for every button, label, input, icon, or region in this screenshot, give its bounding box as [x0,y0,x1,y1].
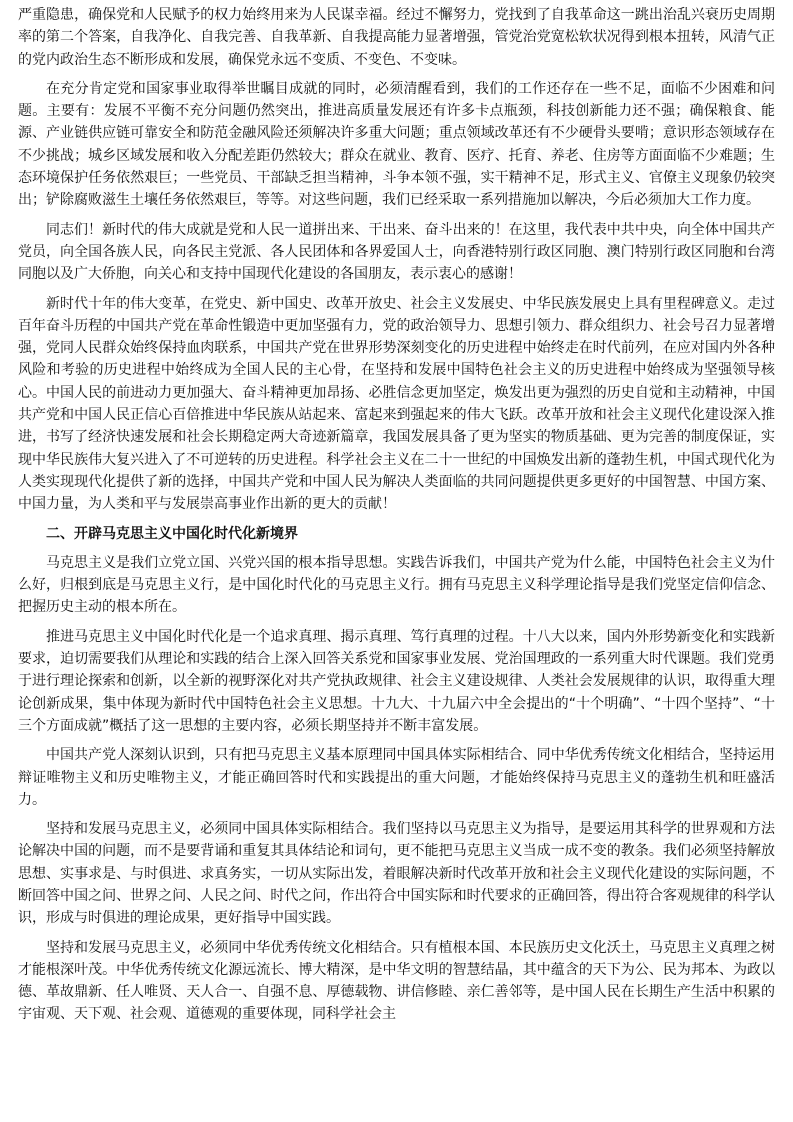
paragraph: 新时代十年的伟大变革，在党史、新中国史、改革开放史、社会主义发展史、中华民族发展史上具有里程碑意义。走过百年奋斗历程的中国共产党在革命性锻造中更加坚强有力，党的政治领导力、思想引领力、群众组织力、社会号召力显著增强，党同人民群众始终保持血肉联系，中国共产党在世界形势深刻变化的历史进程中始终走在时代前列，在应对国内外各种风险和考验的历史进程中始终成为全国人民的主心骨，在坚持和发展中国特色社会主义的历史进程中始终成为坚强领导核心。中国人民的前进动力更加强大、奋斗精神更加昂扬、必胜信念更加坚定，焕发出更为强烈的历史自觉和主动精神，中国共产党和中国人民正信心百倍推进中华民族从站起来、富起来到强起来的伟大飞跃。改革开放和社会主义现代化建设深入推进，书写了经济快速发展和社会长期稳定两大奇迹新篇章，我国发展具备了更为坚实的物质基础、更为完善的制度保证，实现中华民族伟大复兴进入了不可逆转的历史进程。科学社会主义在二十一世纪的中国焕发出新的蓬勃生机，中国式现代化为人类实现现代化提供了新的选择，中国共产党和中国人民为解决人类面临的共同问题提供更多更好的中国智慧、中国方案、中国力量，为人类和平与发展崇高事业作出新的更大的贡献！ [18,295,775,513]
paragraph-continuation: 严重隐患，确保党和人民赋予的权力始终用来为人民谋幸福。经过不懈努力，党找到了自我革命这一跳出治乱兴衰历史周期率的第二个答案，自我净化、自我完善、自我革新、自我提高能力显著增强，管党治党宽松软状况得到根本扭转，风清气正的党内政治生态不断形成和发展，确保党永远不变质、不变色、不变味。 [18,7,775,68]
paragraph: 在充分肯定党和国家事业取得举世瞩目成就的同时，必须清醒看到，我们的工作还存在一些不足，面临不少困难和问题。主要有：发展不平衡不充分问题仍然突出，推进高质量发展还有许多卡点瓶颈，科技创新能力还不强；确保粮食、能源、产业链供应链可靠安全和防范金融风险还须解决许多重大问题；重点领域改革还有不少硬骨头要啃；意识形态领域存在不少挑战；城乡区域发展和收入分配差距仍然较大；群众在就业、教育、医疗、托育、养老、住房等方面面临不少难题；生态环境保护任务依然艰巨；一些党员、干部缺乏担当精神，斗争本领不强，实干精神不足，形式主义、官僚主义现象仍较突出；铲除腐败滋生土壤任务依然艰巨，等等。对这些问题，我们已经采取一系列措施加以解决，今后必须加大工作力度。 [18,80,775,209]
paragraph: 同志们！新时代的伟大成就是党和人民一道拼出来、干出来、奋斗出来的！在这里，我代表中共中央，向全体中国共产党员，向全国各族人民，向各民主党派、各人民团体和各界爱国人士，向香港特别行政区同胞、澳门特别行政区同胞和台湾同胞以及广大侨胞，向关心和支持中国现代化建设的各国朋友，表示衷心的感谢！ [18,221,775,283]
paragraph: 坚持和发展马克思主义，必须同中国具体实际相结合。我们坚持以马克思主义为指导，是要运用其科学的世界观和方法论解决中国的问题，而不是要背诵和重复其具体结论和词句，更不能把马克思主义当成一成不变的教条。我们必须坚持解放思想、实事求是、与时俱进、求真务实，一切从实际出发，着眼解决新时代改革开放和社会主义现代化建设的实际问题，不断回答中国之问、世界之问、人民之问、时代之问，作出符合中国实际和时代要求的正确回答，得出符合客观规律的科学认识，形成与时俱进的理论成果，更好指导中国实践。 [18,821,775,927]
paragraph: 马克思主义是我们立党立国、兴党兴国的根本指导思想。实践告诉我们，中国共产党为什么能，中国特色社会主义为什么好，归根到底是马克思主义行，是中国化时代化的马克思主义行。拥有马克思主义科学理论指导是我们党坚定信仰信念、把握历史主动的根本所在。 [18,554,775,616]
section-heading: 二、开辟马克思主义中国化时代化新境界 [46,525,298,542]
paragraph: 中国共产党人深刻认识到，只有把马克思主义基本原理同中国具体实际相结合、同中华优秀传统文化相结合，坚持运用辩证唯物主义和历史唯物主义，才能正确回答时代和实践提出的重大问题，才能始终保持马克思主义的蓬勃生机和旺盛活力。 [18,747,775,808]
paragraph: 坚持和发展马克思主义，必须同中华优秀传统文化相结合。只有植根本国、本民族历史文化沃土，马克思主义真理之树才能根深叶茂。中华优秀传统文化源远流长、博大精深，是中华文明的智慧结晶，其中蕴含的天下为公、民为邦本、为政以德、革故鼎新、任人唯贤、天人合一、自强不息、厚德载物、讲信修睦、亲仁善邻等，是中国人民在长期生产生活中积累的宇宙观、天下观、社会观、道德观的重要体现，同科学社会主 [18,939,775,1023]
paragraph: 推进马克思主义中国化时代化是一个追求真理、揭示真理、笃行真理的过程。十八大以来，国内外形势新变化和实践新要求，迫切需要我们从理论和实践的结合上深入回答关系党和国家事业发展、党治国理政的一系列重大时代课题。我们党勇于进行理论探索和创新，以全新的视野深化对共产党执政规律、社会主义建设规律、人类社会发展规律的认识，取得重大理论创新成果，集中体现为新时代中国特色社会主义思想。十九大、十九届六中全会提出的“十个明确”、“十四个坚持”、“十三个方面成就”概括了这一思想的主要内容，必须长期坚持并不断丰富发展。 [18,628,775,734]
